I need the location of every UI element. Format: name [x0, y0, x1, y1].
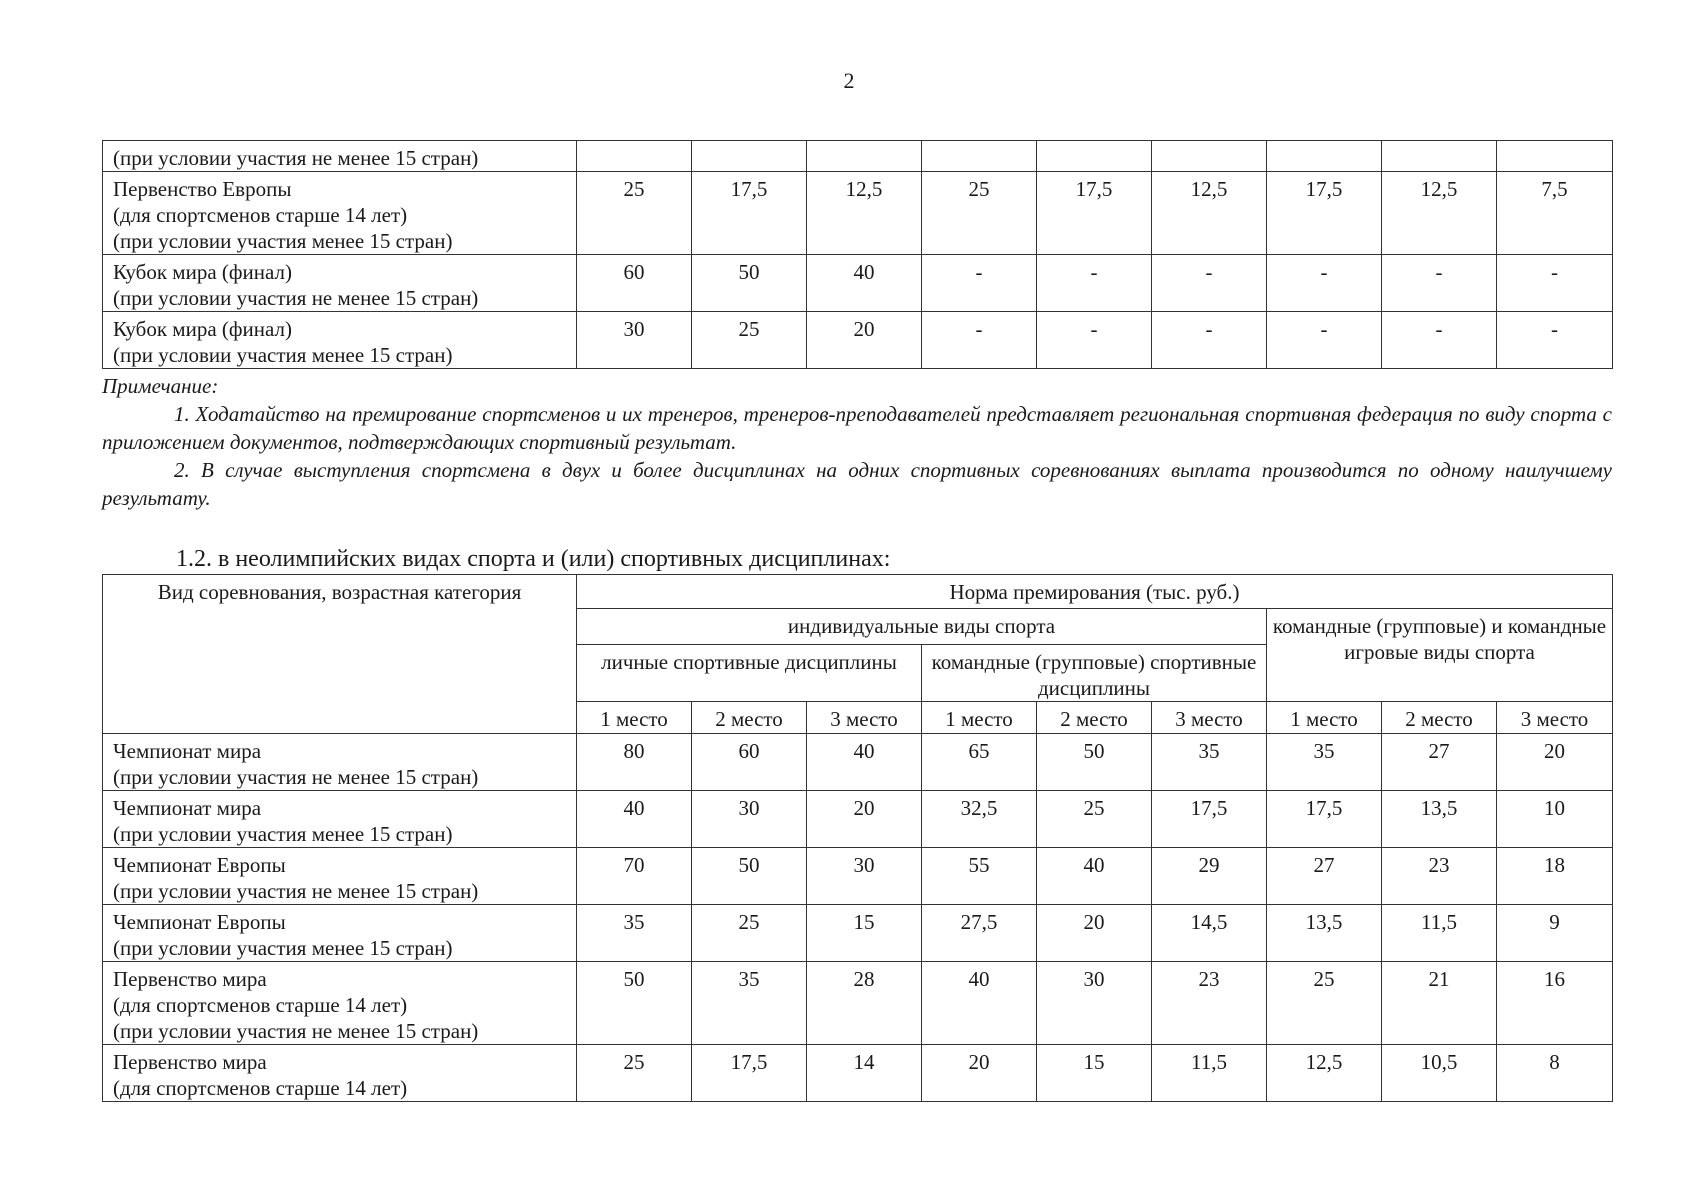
- row-label: [103, 962, 577, 1045]
- value-cell: 17,5: [692, 172, 807, 255]
- value-cell: [577, 141, 692, 172]
- value-cell: 40: [577, 791, 692, 848]
- value-cell: 30: [1037, 962, 1152, 1045]
- value-cell: [922, 141, 1037, 172]
- value-cell: 40: [1037, 848, 1152, 905]
- value-cell: -: [1037, 255, 1152, 312]
- header-place: 2 место: [692, 702, 807, 734]
- header-place: 3 место: [807, 702, 922, 734]
- row-label-line: (при условии участия не менее 15 стран): [113, 286, 479, 310]
- value-cell: 20: [1037, 905, 1152, 962]
- row-label-line: Первенство Европы: [113, 177, 292, 201]
- table-row: [103, 962, 1613, 1045]
- awards-table-non-olympic: [102, 574, 1613, 1102]
- value-cell: 25: [692, 312, 807, 369]
- value-cell: -: [1267, 312, 1382, 369]
- value-cell: 80: [577, 734, 692, 791]
- value-cell: 17,5: [1267, 172, 1382, 255]
- value-cell: 10: [1497, 791, 1613, 848]
- value-cell: 40: [807, 734, 922, 791]
- value-cell: 60: [577, 255, 692, 312]
- value-cell: 12,5: [1267, 1045, 1382, 1102]
- value-cell: 35: [1267, 734, 1382, 791]
- value-cell: -: [1497, 255, 1613, 312]
- value-cell: -: [1037, 312, 1152, 369]
- value-cell: 40: [922, 962, 1037, 1045]
- value-cell: -: [1152, 312, 1267, 369]
- value-cell: 65: [922, 734, 1037, 791]
- value-cell: [1382, 141, 1497, 172]
- row-label-line: Чемпионат мира: [113, 739, 262, 763]
- section-title: 1.2. в неолимпийских видах спорта и (или) спортивных дисциплинах:: [176, 546, 891, 572]
- value-cell: 25: [922, 172, 1037, 255]
- row-label-line: Чемпионат Европы: [113, 853, 286, 877]
- value-cell: 17,5: [1152, 791, 1267, 848]
- row-label-line: (при условии участия не менее 15 стран): [113, 1019, 479, 1043]
- row-label-line: Кубок мира (финал): [113, 317, 292, 341]
- value-cell: 18: [1497, 848, 1613, 905]
- bottom-table-body: [103, 734, 1613, 1102]
- value-cell: 17,5: [1037, 172, 1152, 255]
- header-place: 2 место: [1037, 702, 1152, 734]
- table-row: [103, 255, 1613, 312]
- row-label-line: Чемпионат Европы: [113, 910, 286, 934]
- row-label-line: (для спортсменов старше 14 лет): [113, 993, 408, 1017]
- value-cell: [807, 141, 922, 172]
- value-cell: 25: [577, 172, 692, 255]
- row-label: [103, 905, 577, 962]
- header-place: 1 место: [577, 702, 692, 734]
- row-label-line: Кубок мира (финал): [113, 260, 292, 284]
- page-number: 2: [843, 68, 855, 93]
- value-cell: 30: [577, 312, 692, 369]
- value-cell: 25: [1037, 791, 1152, 848]
- table-row: [103, 312, 1613, 369]
- header-place: 3 место: [1152, 702, 1267, 734]
- value-cell: 35: [692, 962, 807, 1045]
- row-label: [103, 312, 577, 369]
- value-cell: 12,5: [1382, 172, 1497, 255]
- value-cell: 20: [807, 312, 922, 369]
- row-label-line: Первенство мира: [113, 1050, 267, 1074]
- value-cell: 55: [922, 848, 1037, 905]
- value-cell: 16: [1497, 962, 1613, 1045]
- header-team-games: командные (групповые) и командные игровые виды спорта: [1267, 609, 1613, 702]
- value-cell: 17,5: [1267, 791, 1382, 848]
- row-label: [103, 734, 577, 791]
- table-row: [103, 1045, 1613, 1102]
- header-place: 2 место: [1382, 702, 1497, 734]
- value-cell: 14,5: [1152, 905, 1267, 962]
- row-label-line: (для спортсменов старше 14 лет): [113, 203, 408, 227]
- value-cell: 30: [692, 791, 807, 848]
- row-label-line: (для спортсменов старше 14 лет): [113, 1076, 408, 1100]
- header-individual: индивидуальные виды спорта: [577, 609, 1267, 645]
- notes-heading: Примечание:: [102, 374, 219, 398]
- value-cell: 50: [577, 962, 692, 1045]
- value-cell: [1267, 141, 1382, 172]
- row-label-line: (при условии участия менее 15 стран): [113, 822, 453, 846]
- value-cell: 8: [1497, 1045, 1613, 1102]
- value-cell: 32,5: [922, 791, 1037, 848]
- value-cell: 21: [1382, 962, 1497, 1045]
- row-label-line: Первенство мира: [113, 967, 267, 991]
- row-label: [103, 172, 577, 255]
- value-cell: 23: [1152, 962, 1267, 1045]
- value-cell: 10,5: [1382, 1045, 1497, 1102]
- value-cell: [1497, 141, 1613, 172]
- note-item-2: 2. В случае выступления спортсмена в двух и более дисциплинах на одних спортивных соревнованиях выплата производится по одному наилучшему результату.: [102, 458, 1612, 510]
- value-cell: 70: [577, 848, 692, 905]
- value-cell: 12,5: [1152, 172, 1267, 255]
- row-label: [103, 848, 577, 905]
- value-cell: 35: [1152, 734, 1267, 791]
- value-cell: 13,5: [1382, 791, 1497, 848]
- table-row: [103, 791, 1613, 848]
- notes-block: [102, 372, 1612, 512]
- value-cell: -: [1382, 312, 1497, 369]
- row-label-line: Чемпионат мира: [113, 796, 262, 820]
- awards-table-continued: [102, 140, 1613, 369]
- value-cell: 13,5: [1267, 905, 1382, 962]
- value-cell: 11,5: [1382, 905, 1497, 962]
- row-label-line: (при условии участия менее 15 стран): [113, 936, 453, 960]
- value-cell: -: [1267, 255, 1382, 312]
- value-cell: 60: [692, 734, 807, 791]
- row-label-line: (при условии участия не менее 15 стран): [113, 879, 479, 903]
- top-table-body: [103, 141, 1613, 369]
- value-cell: [692, 141, 807, 172]
- value-cell: 50: [1037, 734, 1152, 791]
- value-cell: 7,5: [1497, 172, 1613, 255]
- value-cell: 9: [1497, 905, 1613, 962]
- table-row: [103, 848, 1613, 905]
- table-header: [103, 575, 1613, 734]
- value-cell: 17,5: [692, 1045, 807, 1102]
- value-cell: 40: [807, 255, 922, 312]
- header-norm: Норма премирования (тыс. руб.): [577, 575, 1613, 609]
- value-cell: 28: [807, 962, 922, 1045]
- value-cell: 11,5: [1152, 1045, 1267, 1102]
- row-label-line: (при условии участия не менее 15 стран): [113, 146, 479, 170]
- note-item-1: 1. Ходатайство на премирование спортсменов и их тренеров, тренеров-преподавателей представляет региональная спортивная федерация по виду спорта с приложением документов, подтверждающих спортивный результат.: [102, 402, 1612, 454]
- value-cell: 25: [1267, 962, 1382, 1045]
- table-row: [103, 172, 1613, 255]
- value-cell: -: [922, 312, 1037, 369]
- value-cell: 20: [1497, 734, 1613, 791]
- value-cell: 27: [1382, 734, 1497, 791]
- table-row: [103, 141, 1613, 172]
- header-personal-disciplines: личные спортивные дисциплины: [577, 645, 922, 702]
- value-cell: 27: [1267, 848, 1382, 905]
- value-cell: 15: [807, 905, 922, 962]
- value-cell: [1152, 141, 1267, 172]
- table-row: [103, 734, 1613, 791]
- row-label-line: (при условии участия менее 15 стран): [113, 343, 453, 367]
- row-label: [103, 1045, 577, 1102]
- header-place: 3 место: [1497, 702, 1613, 734]
- value-cell: 30: [807, 848, 922, 905]
- value-cell: 12,5: [807, 172, 922, 255]
- value-cell: 15: [1037, 1045, 1152, 1102]
- row-label: [103, 141, 577, 172]
- row-label-line: (при условии участия менее 15 стран): [113, 229, 453, 253]
- value-cell: -: [1497, 312, 1613, 369]
- value-cell: -: [1152, 255, 1267, 312]
- value-cell: 50: [692, 255, 807, 312]
- value-cell: 27,5: [922, 905, 1037, 962]
- value-cell: 23: [1382, 848, 1497, 905]
- value-cell: 25: [577, 1045, 692, 1102]
- row-label: [103, 255, 577, 312]
- table-row: [103, 905, 1613, 962]
- header-place: 1 место: [922, 702, 1037, 734]
- header-place: 1 место: [1267, 702, 1382, 734]
- value-cell: 20: [922, 1045, 1037, 1102]
- value-cell: 50: [692, 848, 807, 905]
- value-cell: 14: [807, 1045, 922, 1102]
- row-label: [103, 791, 577, 848]
- value-cell: 29: [1152, 848, 1267, 905]
- value-cell: 35: [577, 905, 692, 962]
- value-cell: [1037, 141, 1152, 172]
- value-cell: -: [922, 255, 1037, 312]
- header-category: Вид соревнования, возрастная категория: [103, 575, 577, 734]
- row-label-line: (при условии участия не менее 15 стран): [113, 765, 479, 789]
- value-cell: 20: [807, 791, 922, 848]
- header-team-disciplines: командные (групповые) спортивные дисциплины: [922, 645, 1267, 702]
- value-cell: 25: [692, 905, 807, 962]
- value-cell: -: [1382, 255, 1497, 312]
